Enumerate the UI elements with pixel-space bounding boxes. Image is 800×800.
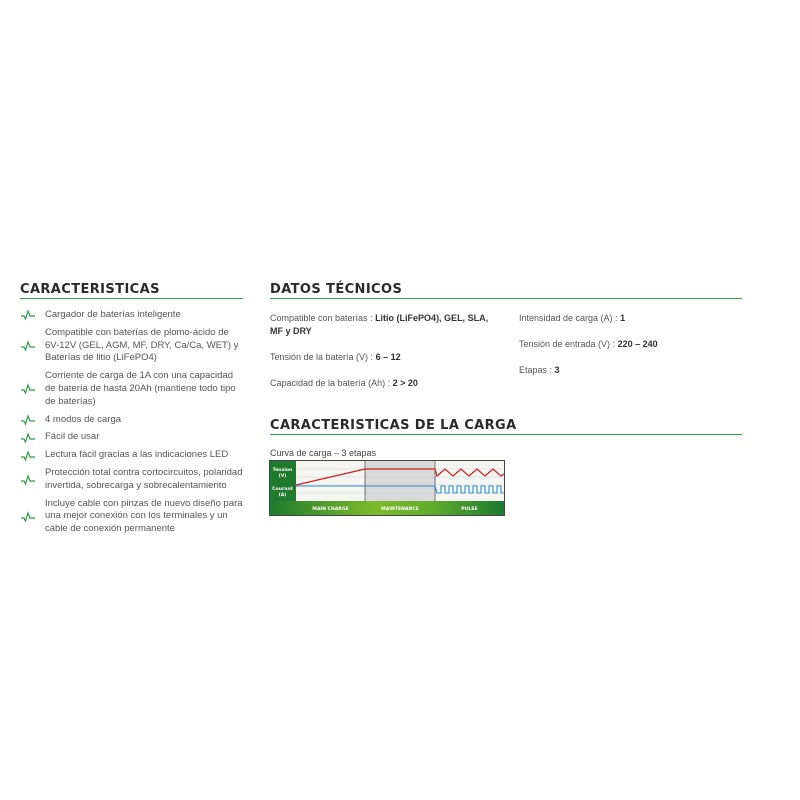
charge-divider [270,434,742,435]
compat-label: Compatible con baterías : [270,313,376,323]
voltage-value: 6 – 12 [375,352,401,362]
stages-value: 3 [554,365,560,375]
check-wave-icon [20,432,36,444]
list-item [20,498,245,536]
features-list [20,309,245,541]
phase-label-maintenance: MAINTENANCE [381,507,419,512]
tension-label: Tension [272,468,293,473]
list-item [20,327,245,365]
compat-value: Litio (LiFePO4), GEL, SLA, MF y DRY [270,313,489,336]
stages-label: Etapas : [519,365,555,375]
list-item [20,309,245,322]
check-wave-icon [20,340,36,352]
list-item [20,370,245,408]
features-divider [20,298,243,299]
voltage-label: Tensión de la batería (V) : [270,352,376,362]
tech-current [519,312,625,325]
input-label: Tensión de entrada (V) : [519,339,618,349]
check-wave-icon [20,383,36,395]
capacity-label: Capacidad de la batería (Ah) : [270,378,393,388]
phase-area-maintenance [365,461,435,501]
feature-text: Incluye cable con pinzas de nuevo diseño para una mejor conexión con los terminales y un cable de conexión permanente [45,497,243,535]
phase-area-pulse [435,461,504,501]
tech-capacity [270,377,418,390]
phase-label-main: MAIN CHARGE [312,507,349,512]
phase-label-pulse: PULSE [461,507,478,512]
feature-text: Cargador de baterías inteligente [45,309,181,320]
list-item [20,414,245,427]
list-item [20,449,245,462]
feature-text: Lectura fácil gracias a las indicaciones LED [45,449,229,461]
feature-text: 4 modos de carga [45,413,122,425]
tech-divider [270,298,742,299]
list-item [20,431,245,444]
chart-caption: Curva de carga – 3 etapas [270,448,377,458]
feature-text: Fácil de usar [45,431,100,443]
tech-voltage [270,351,401,364]
current-value: 1 [620,313,626,323]
tech-title: DATOS TÉCNICOS [270,282,403,297]
current-label: Courant [272,487,293,492]
tech-compat [270,312,500,337]
check-wave-icon [20,474,36,486]
tech-input [519,338,658,351]
phase-area-main [296,461,365,501]
current-unit: (A) [278,493,287,498]
feature-text: Compatible con baterías de plomo-ácido de 6V-12V (GEL, AGM, MF, DRY, Ca/Ca, WET) y Baterías de litio (LiFePO4) [45,326,239,364]
tension-unit: (V) [278,474,287,479]
check-wave-icon [20,450,36,462]
feature-text: Corriente de carga de 1A con una capacidad de batería de hasta 20Ah (mantiene todo tipo de baterías) [45,370,236,407]
features-title: CARACTERISTICAS [20,282,160,297]
current-label: Intensidad de carga (A) : [519,313,621,323]
check-wave-icon [20,414,36,426]
feature-text: Protección total contra cortocircuitos, polaridad invertida, sobrecarga y sobrecalentamiento [45,466,243,491]
input-value: 220 – 240 [617,339,658,349]
charge-title: CARACTERISTICAS DE LA CARGA [270,418,517,433]
check-wave-icon [20,511,36,523]
capacity-value: 2 > 20 [392,378,418,388]
tech-stages [519,364,560,377]
list-item [20,467,245,493]
check-wave-icon [20,309,36,321]
charge-curve-diagram [269,460,505,516]
